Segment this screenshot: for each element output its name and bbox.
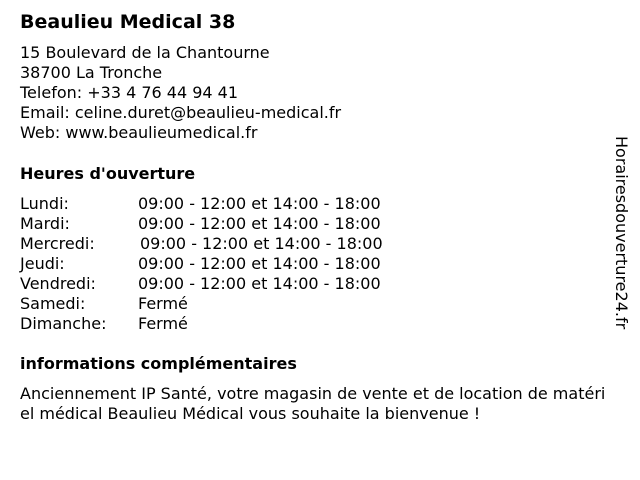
day-hours: 09:00 - 12:00 et 14:00 - 18:00: [138, 194, 381, 213]
day-hours: 09:00 - 12:00 et 14:00 - 18:00: [138, 254, 381, 273]
day-label: Dimanche:: [20, 314, 107, 333]
day-hours: Fermé: [138, 294, 188, 313]
day-label: Jeudi:: [20, 254, 65, 273]
day-hours: Fermé: [138, 314, 188, 333]
address-line-2: 38700 La Tronche: [20, 63, 163, 82]
day-label: Samedi:: [20, 294, 86, 313]
day-hours: 09:00 - 12:00 et 14:00 - 18:00: [138, 274, 381, 293]
day-label: Vendredi:: [20, 274, 96, 293]
day-hours: 09:00 - 12:00 et 14:00 - 18:00: [140, 234, 383, 253]
day-label: Mardi:: [20, 214, 70, 233]
additional-info-heading: informations complémentaires: [20, 354, 297, 373]
day-label: Mercredi:: [20, 234, 95, 253]
business-name: Beaulieu Medical 38: [20, 11, 236, 33]
contact-block: [20, 43, 341, 143]
email-line: Email: celine.duret@beaulieu-medical.fr: [20, 103, 342, 122]
site-watermark: [610, 136, 634, 346]
address-line-1: 15 Boulevard de la Chantourne: [20, 43, 270, 62]
additional-info-text: Anciennement IP Santé, votre magasin de vente et de location de matériel médical Beaulieu Médical vous souhaite la bienvenue !: [20, 384, 606, 423]
day-label: Lundi:: [20, 194, 69, 213]
watermark-text: Horairesdouverture24.fr: [612, 136, 631, 330]
day-hours: 09:00 - 12:00 et 14:00 - 18:00: [138, 214, 381, 233]
opening-hours-heading: Heures d'ouverture: [20, 164, 196, 183]
web-line: Web: www.beaulieumedical.fr: [20, 123, 258, 142]
phone-line: Telefon: +33 4 76 44 94 41: [20, 83, 239, 102]
